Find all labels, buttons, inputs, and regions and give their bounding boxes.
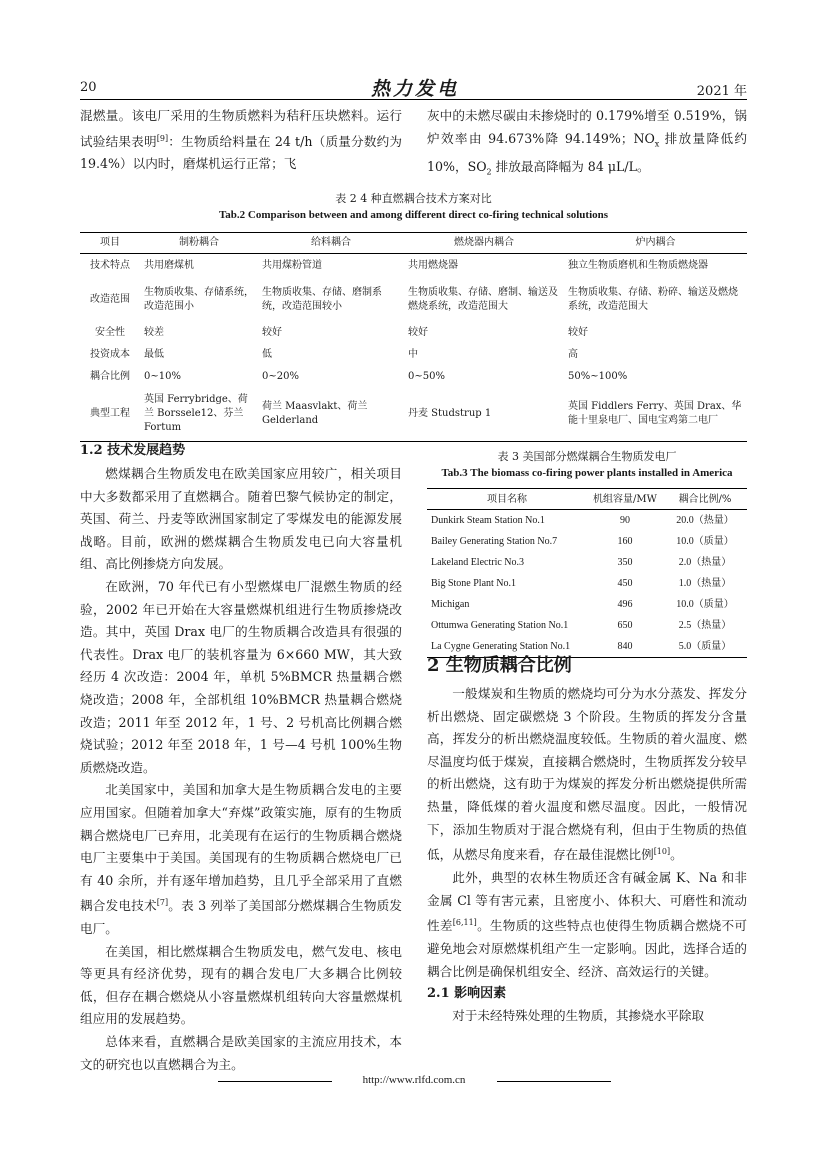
table-row [80, 278, 747, 322]
table-cell: 耦合比例 [90, 370, 130, 382]
table-row [427, 510, 747, 532]
table-cell: 低 [262, 348, 272, 360]
table-cell: 较好 [408, 326, 428, 338]
left-column [80, 441, 402, 1076]
table-cell: Dunkirk Steam Station No.1 [431, 515, 545, 526]
table-cell: 生物质收集、存储、粉碎、输送及燃烧系统，改造范围大 [568, 286, 738, 312]
table-cell: 0~20% [262, 370, 299, 382]
table-cell: 生物质收集、存储、磨制、输送及燃烧系统，改造范围大 [408, 286, 558, 312]
table-cell: 496 [617, 599, 633, 610]
table-cell: 20.0（热量） [676, 515, 734, 526]
table2-caption [80, 191, 747, 223]
table3-header: 项目名称 [427, 489, 587, 510]
table-row [427, 615, 747, 636]
table3-caption [420, 449, 754, 481]
table-cell: 90 [620, 515, 630, 526]
table2 [80, 232, 747, 442]
table-cell: 共用燃烧器 [408, 259, 458, 271]
table-cell: 840 [587, 636, 663, 658]
table-cell: 较好 [262, 326, 282, 338]
table2-header: 制粉耦合 [140, 233, 258, 254]
table-cell: 350 [617, 557, 633, 568]
table-cell: 高 [568, 348, 578, 360]
paragraph: 燃煤耦合生物质发电在欧美国家应用较广，相关项目中大多数都采用了直燃耦合。随着巴黎气候协定的制定，英国、荷兰、丹麦等欧洲国家制定了零煤发电的能源发展战略。目前，欧洲的燃煤耦合生物质发电已向大容量机组、高比例掺烧方向发展。 [80, 466, 402, 572]
table-cell: 共用煤粉管道 [262, 259, 322, 271]
section-1-2-title: 1.2 技术发展趋势 [80, 443, 186, 458]
table-row [427, 552, 747, 573]
table-cell: 650 [617, 620, 633, 631]
table-cell: 英国 Ferrybridge、荷兰 Borssele12、芬兰 Fortum [140, 388, 258, 442]
table-cell: 10.0（质量） [676, 599, 734, 610]
table-cell: 生物质收集、存储、磨制系统，改造范围较小 [262, 286, 382, 312]
table-cell: 2.0（热量） [678, 557, 732, 568]
top-left-paragraph: 混燃量。该电厂采用的生物质燃料为秸秆压块燃料。运行试验结果表明[9]：生物质给料量在 24 t/h（质量分数约为 19.4%）以内时，磨煤机运行正常；飞 [80, 108, 402, 172]
table-cell: 独立生物质磨机和生物质燃烧器 [568, 259, 708, 271]
table-cell: 中 [408, 348, 418, 360]
table-cell: 1.0（热量） [678, 578, 732, 589]
table-row [80, 366, 747, 388]
table3-header: 耦合比例/% [663, 489, 747, 510]
table2-header: 给料耦合 [258, 233, 404, 254]
right-column [427, 683, 747, 1028]
table-cell: 荷兰 Maasvlakt、荷兰 Gelderland [258, 388, 404, 442]
table-cell: 160 [617, 536, 633, 547]
table3-header: 机组容量/MW [587, 489, 663, 510]
table-row [80, 344, 747, 366]
table-cell: 典型工程 [80, 388, 140, 442]
table-cell: Bailey Generating Station No.7 [431, 536, 558, 547]
paragraph: 总体来看，直燃耦合是欧美国家的主流应用技术，本文的研究也以直燃耦合为主。 [80, 1034, 402, 1072]
table-cell: 共用磨煤机 [144, 259, 194, 271]
footer-url-link[interactable]: http://www.rlfd.com.cn [362, 1074, 466, 1086]
table-cell: 5.0（质量） [663, 636, 747, 658]
footer-rule-right [497, 1081, 611, 1082]
table-cell: 生物质收集、存储系统，改造范围小 [144, 286, 254, 312]
table-cell: 改造范围 [90, 293, 130, 305]
table2-header: 项目 [80, 233, 140, 254]
table3-header-row [427, 489, 747, 510]
table-cell: La Cygne Generating Station No.1 [427, 636, 587, 658]
issue-year: 2021 年 [696, 84, 747, 99]
table3 [427, 488, 747, 658]
table-row [80, 254, 747, 278]
table-cell: 丹麦 Studstrup 1 [404, 388, 564, 442]
table-cell: 450 [617, 578, 633, 589]
paragraph: 在美国，相比燃煤耦合生物质发电，燃气发电、核电等更具有经济优势，现有的耦合发电厂大多耦合比例较低，但存在耦合燃烧从小容量燃煤机组转向大容量燃煤机组应用的发展趋势。 [80, 943, 402, 1027]
top-right-paragraph: 灰中的未燃尽碳由未掺烧时的 0.179%增至 0.519%，锅炉效率由 94.673%降 94.149%；$NO_x$ 排放量降低约 10%，$SO_2$ 排放最高降幅为 84 μL/L。 [427, 108, 747, 177]
table-cell: 0~10% [144, 370, 181, 382]
header-rule [80, 99, 747, 100]
section-2-1-title: 2.1 影响因素 [427, 986, 507, 1002]
table-cell: 最低 [144, 348, 164, 360]
table-cell: 技术特点 [90, 259, 130, 271]
table-row [80, 388, 747, 442]
paragraph: 此外，典型的农林生物质还含有碱金属 K、Na 和非金属 Cl 等有害元素，且密度小、体积大、可磨性和流动性差[6,11]。生物质的这些特点也使得生物质耦合燃烧不可避免地会对原燃煤机组产生一定影响。因此，选择合适的耦合比例是确保机组安全、经济、高效运行的关键。 [427, 869, 748, 979]
table-cell: Michigan [431, 599, 470, 610]
table2-caption-en: Tab.2 Comparison between and among different direct co-firing technical solutions [218, 209, 609, 221]
table3-caption-cn: 表 3 美国部分燃煤耦合生物质发电厂 [497, 450, 677, 463]
table-row [427, 531, 747, 552]
table-cell: 0~50% [408, 370, 445, 382]
paragraph: 北美国家中，美国和加拿大是生物质耦合发电的主要应用国家。但随着加拿大“弃煤”政策实施，原有的生物质耦合燃烧电厂已弃用，北美现有在运行的生物质耦合燃烧电厂主要集中于美国。美国现有的生物质耦合燃烧电厂已有 40 余所，并有逐年增加趋势，且几乎全部采用了直燃耦合发电技术[7]。表 3 列举了美国部分燃煤耦合生物质发电厂。 [80, 782, 402, 937]
paragraph: 在欧洲，70 年代已有小型燃煤电厂混燃生物质的经验，2002 年已开始在大容量燃煤机组进行生物质掺烧改造。其中，英国 Drax 电厂的生物质耦合改造具有很强的代表性。Drax 电厂的装机容量为 6×660 MW，其大致经历 4 次改造：2004 年，单机 5%BMCR 热量耦合燃烧改造；2008 年，全部机组 10%BMCR 热量耦合燃烧改造；2011 年至 2012 年，1 号、2 号机高比例耦合燃烧试验；2012 年至 2018 年，1 号—4 号机 100%生物质燃烧改造。 [80, 578, 402, 775]
journal-title: 热力发电 [370, 78, 459, 100]
paragraph: 对于未经特殊处理的生物质，其掺烧水平除取 [452, 1008, 705, 1024]
table-cell: 英国 Fiddlers Ferry、英国 Drax、华能十里泉电厂、国电宝鸡第二电厂 [564, 388, 747, 442]
table-cell: 安全性 [95, 326, 125, 338]
table-row [427, 573, 747, 594]
table-row [427, 594, 747, 615]
table-cell: 10.0（质量） [676, 536, 734, 547]
table-cell: Big Stone Plant No.1 [431, 578, 517, 589]
table-row [80, 322, 747, 344]
paragraph: 一般煤炭和生物质的燃烧均可分为水分蒸发、挥发分析出燃烧、固定碳燃烧 3 个阶段。生物质的挥发分含量高，挥发分的析出燃烧温度较低。生物质的着火温度、燃尽温度均低于煤炭，直接耦合燃烧时，生物质挥发分较早的析出燃烧，这有助于为煤炭的挥发分析出燃烧提供所需热量，降低煤的着火温度和燃尽温度。因此，一般情况下，添加生物质对于混合燃烧有利，但由于生物质的热值低，从燃尽角度来看，存在最佳混燃比例[10]。 [427, 686, 747, 863]
table2-header: 燃烧器内耦合 [404, 233, 564, 254]
footer-rule-left [218, 1081, 332, 1082]
table2-header: 炉内耦合 [564, 233, 747, 254]
table-cell: Lakeland Electric No.3 [431, 557, 525, 568]
table-cell: 较差 [144, 326, 164, 338]
table-cell: 50%~100% [568, 370, 628, 382]
table-cell: 2.5（热量） [678, 620, 732, 631]
page-number: 20 [80, 80, 97, 95]
table-cell: 投资成本 [90, 348, 130, 360]
table2-header-row [80, 233, 747, 254]
section-2-title: 2 生物质耦合比例 [427, 655, 572, 676]
table2-caption-cn: 表 2 4 种直燃耦合技术方案对比 [335, 192, 492, 205]
table-cell: 较好 [568, 326, 588, 338]
table3-caption-en: Tab.3 The biomass co-firing power plants installed in America [441, 467, 733, 479]
table-cell: Ottumwa Generating Station No.1 [431, 620, 569, 631]
